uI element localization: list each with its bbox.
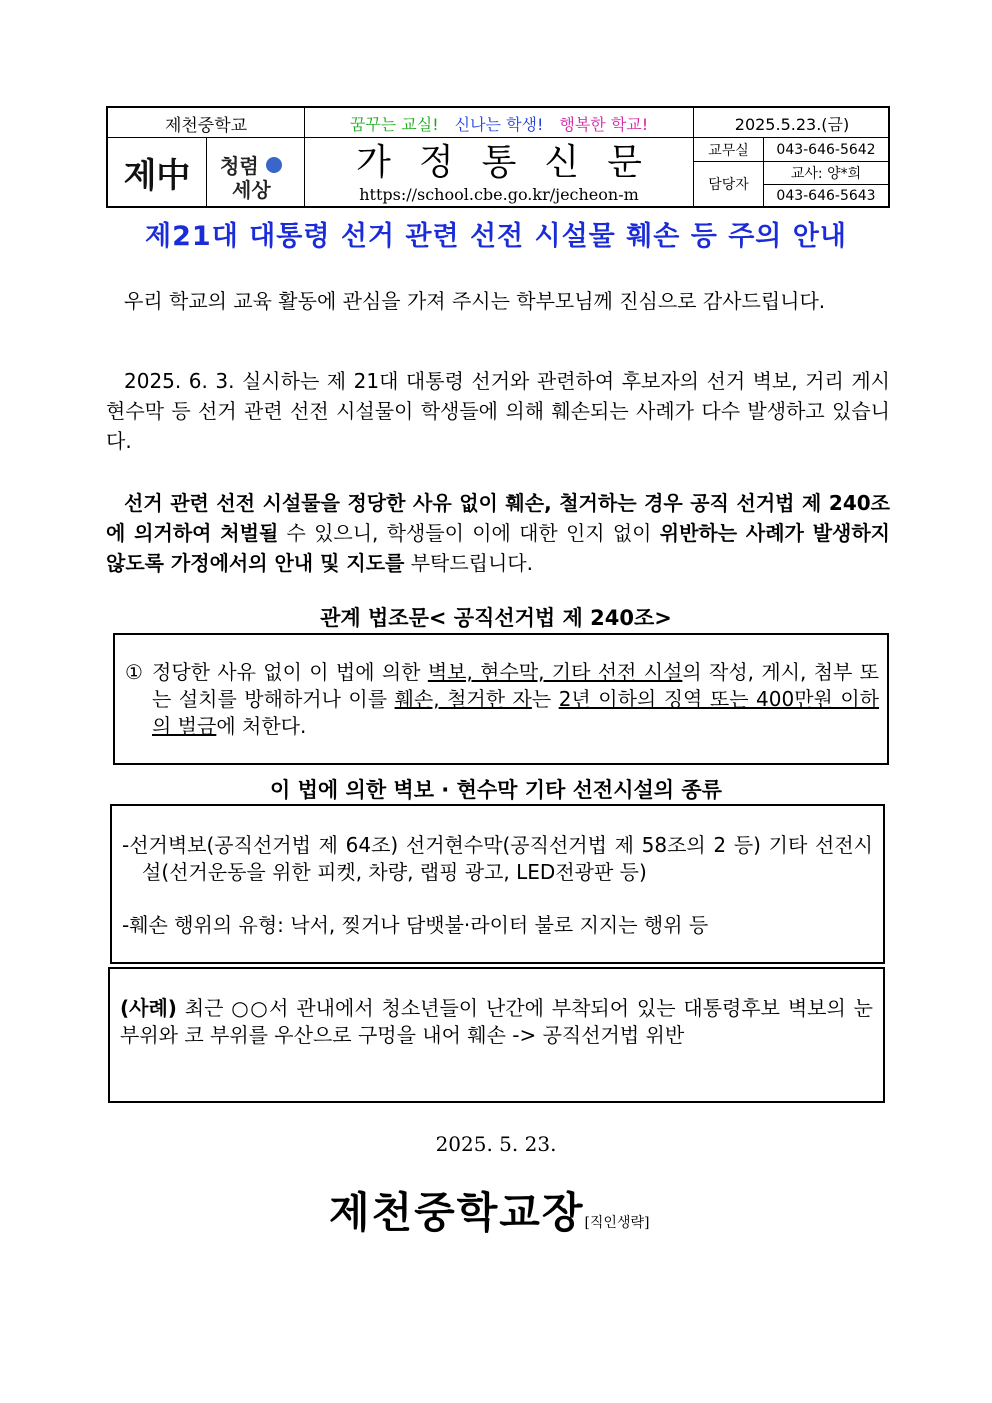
school-logo-icon — [123, 151, 191, 197]
contact-label: 담당자 — [708, 177, 749, 193]
newsletter-title: 가정통신문 — [356, 142, 670, 183]
newsletter-title-box — [305, 139, 693, 208]
school-logo — [108, 139, 206, 208]
svg-text:청렴: 청렴 — [219, 153, 259, 178]
svg-text:세상: 세상 — [231, 177, 271, 202]
types-item-1: -선거벽보(공직선거법 제 64조) 선거현수막(공직선거법 제 58조의 2 등) 기타 선전시설(선거운동을 위한 피켓, 차량, 랩핑 광고, LED전광판 등) — [122, 833, 873, 884]
law-underline-3: 2년 이하의 징역 또는 400만원 이하의 벌금 — [152, 687, 879, 738]
law-text-2: 의 작성, 게시, 첨부 또는 설치를 방해하거나 이를 — [152, 660, 879, 711]
request-bold-2: 위반하는 사례가 발생하지 않도록 가정에서의 안내 및 지도를 — [106, 521, 890, 575]
issue-date: 2025.5.23.(금) — [734, 114, 850, 134]
seal-note: [직인생략] — [584, 1215, 650, 1231]
request-paragraph — [106, 488, 890, 578]
school-name: 제천중학교 — [164, 115, 248, 136]
case-box — [108, 967, 885, 1103]
office-label: 교무실 — [708, 142, 749, 159]
signer-name: 제천중학교장 — [329, 1188, 585, 1237]
law-text-4: 에 처한다. — [216, 714, 307, 738]
teacher-phone: 043-646-5643 — [776, 187, 876, 204]
case-label: (사례) — [120, 996, 177, 1020]
svg-text:제中: 제中 — [123, 155, 191, 196]
teacher-name: 교사: 양*희 — [790, 166, 862, 182]
clause-number: ① — [125, 660, 143, 684]
types-item-2: -훼손 행위의 유형: 낙서, 찢거나 담뱃불·라이터 불로 지지는 행위 등 — [122, 913, 709, 937]
school-url[interactable]: https://school.cbe.go.kr/jecheon-m — [359, 185, 639, 204]
newsletter-header — [106, 106, 890, 208]
signature-date: 2025. 5. 23. — [435, 1132, 557, 1156]
office-phone: 043-646-5642 — [776, 141, 876, 158]
law-underline-1: 벽보, 현수막, 기타 선전 시설 — [427, 660, 683, 684]
law-text-1: 정당한 사유 없이 이 법에 의한 — [152, 660, 428, 684]
types-heading: 이 법에 의한 벽보 · 현수막 기타 선전시설의 종류 — [270, 778, 722, 802]
law-text-3: 는 — [531, 687, 559, 711]
request-text-1: 수 있으니, 학생들이 이에 대한 인지 없이 — [278, 521, 660, 545]
integrity-logo-icon — [214, 145, 298, 203]
law-underline-2: 훼손, 철거한 자 — [394, 687, 532, 711]
law-heading: 관계 법조문< 공직선거법 제 240조> — [320, 606, 672, 630]
types-box — [110, 804, 885, 964]
integrity-logo — [207, 139, 304, 208]
principal-signature — [329, 1180, 649, 1240]
document-title: 제21대 대통령 선거 관련 선전 시설물 훼손 등 주의 안내 — [145, 221, 847, 252]
request-text-2: 부탁드립니다. — [404, 551, 533, 575]
request-bold-1: 선거 관련 선전 시설물을 정당한 사유 없이 훼손, 철거하는 경우 공직 선거법 제 240조에 의거하여 처벌될 — [106, 491, 890, 545]
law-box — [113, 633, 889, 765]
slogan-3: 행복한 학교! — [559, 114, 649, 134]
case-text: 최근 ○○서 관내에서 청소년들이 난간에 부착되어 있는 대통령후보 벽보의 눈 부위와 코 부위를 우산으로 구멍을 내어 훼손 -> 공직선거법 위반 — [120, 996, 873, 1047]
law-clause — [125, 659, 879, 740]
greeting-paragraph: 우리 학교의 교육 활동에 관심을 가져 주시는 학부모님께 진심으로 감사드립니다. — [124, 289, 826, 313]
school-slogan — [305, 108, 693, 138]
notice-paragraph: 2025. 6. 3. 실시하는 제 21대 대통령 선거와 관련하여 후보자의 선거 벽보, 거리 게시 현수막 등 선거 관련 선전 시설물이 학생들에 의해 훼손되는 사례가 다수 발생하고 있습니다. — [106, 369, 890, 453]
slogan-2: 신나는 학생! — [454, 114, 544, 134]
slogan-1: 꿈꾸는 교실! — [349, 114, 439, 134]
